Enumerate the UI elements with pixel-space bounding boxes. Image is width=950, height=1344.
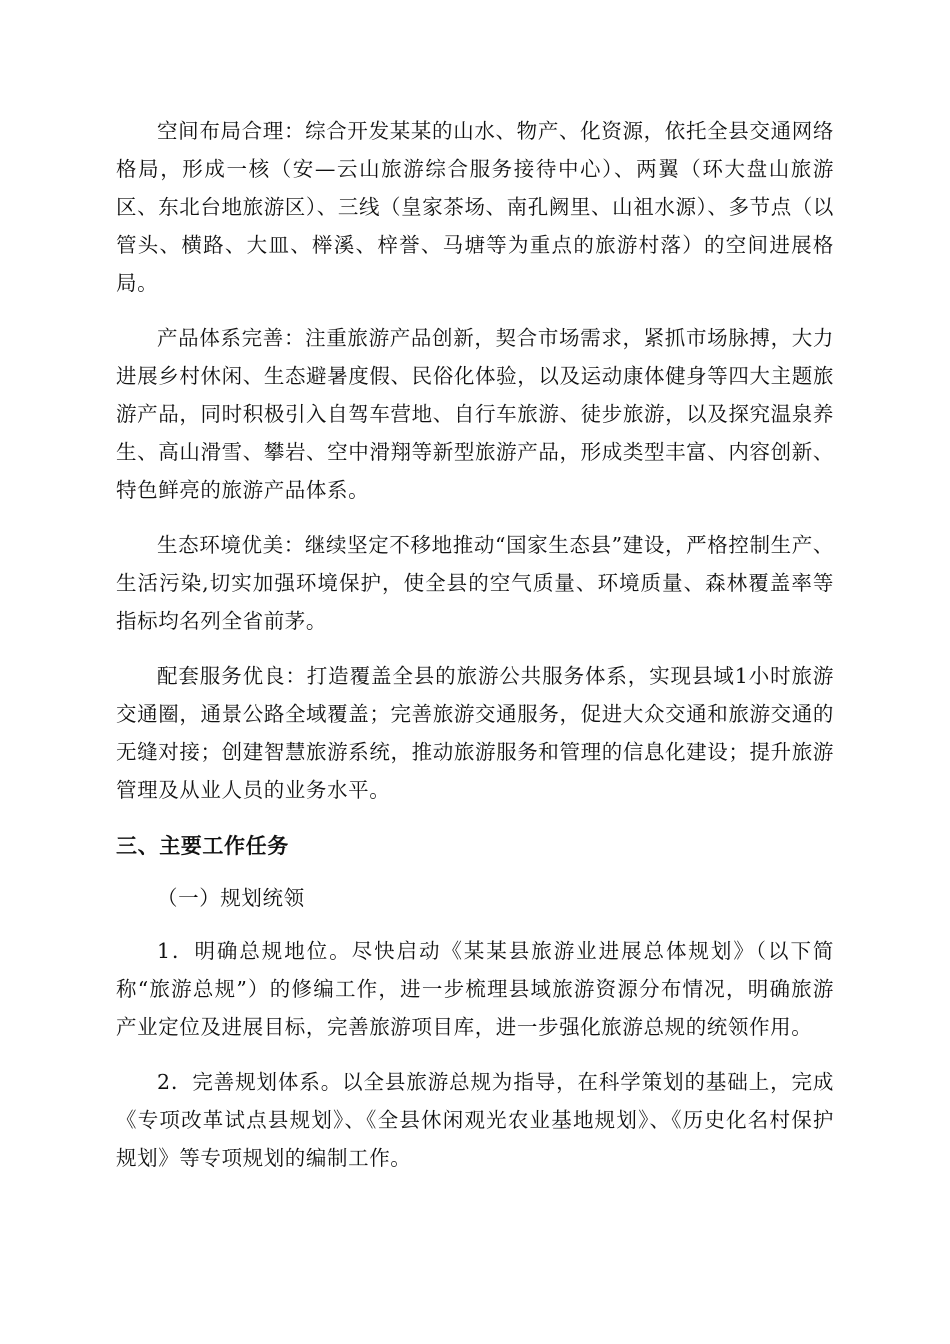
paragraph-spatial-layout: 空间布局合理：综合开发某某的山水、物产、化资源，依托全县交通网络格局，形成一核（安—云山旅游综合服务接待中心）、两翼（环大盘山旅游区、东北台地旅游区）、三线（皇家茶场、南孔阙里、山祖水源）、多节点（以管头、横路、大皿、榉溪、梓誉、马塘等为重点的旅游村落）的空间进展格局。 [116, 119, 834, 295]
subsection-heading-planning: （一）规划统领 [157, 886, 305, 910]
section-heading-main-tasks: 三、主要工作任务 [116, 834, 289, 858]
paragraph-ecological-environment: 生态环境优美：继续坚定不移地推动“国家生态县”建设，严格控制生产、生活污染,切实加强环境保护，使全县的空气质量、环境质量、森林覆盖率等指标均名列全省前茅。 [116, 533, 834, 633]
paragraph-plan-system: 2．完善规划体系。以全县旅游总规为指导，在科学策划的基础上，完成《专项改革试点县规划》、《全县休闲观光农业基地规划》、《历史化名村保护规划》等专项规划的编制工作。 [116, 1070, 834, 1170]
paragraph-supporting-services: 配套服务优良：打造覆盖全县的旅游公共服务体系，实现县域1小时旅游交通圈，通景公路全域覆盖；完善旅游交通服务，促进大众交通和旅游交通的无缝对接；创建智慧旅游系统，推动旅游服务和管理的信息化建设；提升旅游管理及从业人员的业务水平。 [116, 664, 834, 802]
paragraph-product-system: 产品体系完善：注重旅游产品创新，契合市场需求，紧抓市场脉搏，大力进展乡村休闲、生态避暑度假、民俗化体验，以及运动康体健身等四大主题旅游产品，同时积极引入自驾车营地、自行车旅游、徒步旅游，以及探究温泉养生、高山滑雪、攀岩、空中滑翔等新型旅游产品，形成类型丰富、内容创新、特色鲜亮的旅游产品体系。 [116, 326, 834, 502]
paragraph-master-plan: 1．明确总规地位。尽快启动《某某县旅游业进展总体规划》（以下简称“旅游总规”）的修编工作，进一步梳理县域旅游资源分布情况，明确旅游产业定位及进展目标，完善旅游项目库，进一步强化旅游总规的统领作用。 [116, 939, 834, 1039]
